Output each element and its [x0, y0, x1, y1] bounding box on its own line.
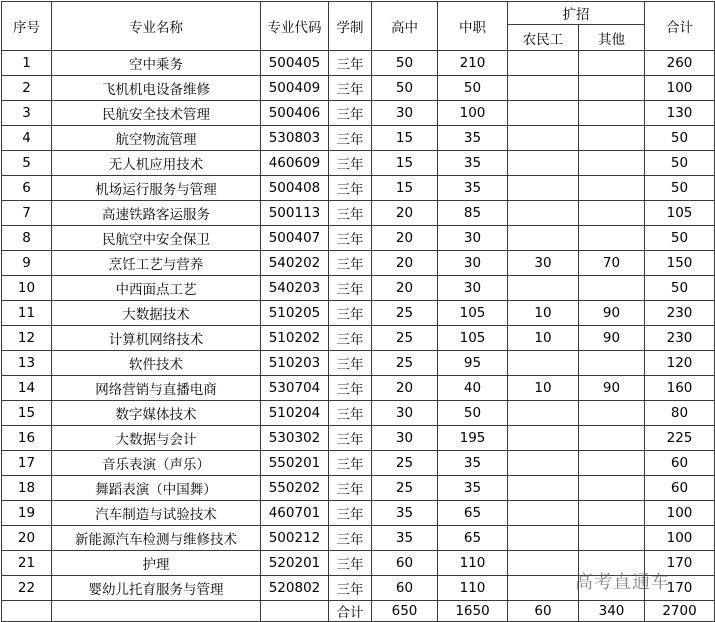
migrant-worker-count	[508, 451, 579, 476]
header-vocational: 中职	[438, 2, 508, 51]
duration: 三年	[329, 301, 372, 326]
row-index: 20	[2, 526, 52, 551]
row-index: 16	[2, 426, 52, 451]
major-name: 音乐表演（声乐）	[52, 451, 261, 476]
vocational-count: 30	[438, 276, 508, 301]
vocational-count: 105	[438, 301, 508, 326]
table-row	[2, 51, 715, 76]
row-total: 50	[645, 126, 715, 151]
total-label: 合计	[329, 601, 372, 622]
vocational-count: 110	[438, 551, 508, 576]
table-row	[2, 426, 715, 451]
high-school-count: 60	[372, 551, 438, 576]
high-school-count: 20	[372, 376, 438, 401]
other-count	[579, 451, 645, 476]
row-total: 225	[645, 426, 715, 451]
major-code: 460609	[261, 151, 329, 176]
migrant-worker-count	[508, 176, 579, 201]
duration: 三年	[329, 376, 372, 401]
major-code: 500408	[261, 176, 329, 201]
high-school-count: 35	[372, 501, 438, 526]
major-name: 汽车制造与试验技术	[52, 501, 261, 526]
vocational-count: 35	[438, 451, 508, 476]
major-name: 烹饪工艺与营养	[52, 251, 261, 276]
duration: 三年	[329, 226, 372, 251]
other-count	[579, 201, 645, 226]
table-row	[2, 551, 715, 576]
duration: 三年	[329, 51, 372, 76]
table-row	[2, 251, 715, 276]
high-school-count: 20	[372, 226, 438, 251]
major-code: 550202	[261, 476, 329, 501]
major-code: 530302	[261, 426, 329, 451]
migrant-worker-count	[508, 476, 579, 501]
row-total: 50	[645, 276, 715, 301]
other-count	[579, 276, 645, 301]
other-count	[579, 526, 645, 551]
high-school-count: 60	[372, 576, 438, 601]
high-school-count: 25	[372, 476, 438, 501]
total-row-name	[52, 601, 261, 622]
other-count	[579, 226, 645, 251]
row-total: 100	[645, 526, 715, 551]
header-expansion: 扩招	[508, 2, 645, 25]
total-other: 340	[579, 601, 645, 622]
header-duration: 学制	[329, 2, 372, 51]
high-school-count: 25	[372, 351, 438, 376]
other-count	[579, 476, 645, 501]
major-name: 飞机机电设备维修	[52, 76, 261, 101]
migrant-worker-count	[508, 226, 579, 251]
grand-total: 2700	[645, 601, 715, 622]
row-index: 12	[2, 326, 52, 351]
vocational-count: 35	[438, 476, 508, 501]
other-count	[579, 501, 645, 526]
row-index: 4	[2, 126, 52, 151]
high-school-count: 50	[372, 76, 438, 101]
duration: 三年	[329, 126, 372, 151]
table-row	[2, 351, 715, 376]
migrant-worker-count	[508, 276, 579, 301]
total-vocational: 1650	[438, 601, 508, 622]
row-total: 50	[645, 176, 715, 201]
major-name: 护理	[52, 551, 261, 576]
duration: 三年	[329, 251, 372, 276]
duration: 三年	[329, 576, 372, 601]
major-code: 510204	[261, 401, 329, 426]
major-code: 460701	[261, 501, 329, 526]
duration: 三年	[329, 526, 372, 551]
major-name: 大数据与会计	[52, 426, 261, 451]
major-name: 大数据技术	[52, 301, 261, 326]
row-total: 100	[645, 501, 715, 526]
major-name: 机场运行服务与管理	[52, 176, 261, 201]
header-index: 序号	[2, 2, 52, 51]
duration: 三年	[329, 476, 372, 501]
major-name: 空中乘务	[52, 51, 261, 76]
migrant-worker-count	[508, 501, 579, 526]
high-school-count: 50	[372, 51, 438, 76]
duration: 三年	[329, 351, 372, 376]
high-school-count: 30	[372, 401, 438, 426]
row-total: 170	[645, 551, 715, 576]
other-count	[579, 176, 645, 201]
high-school-count: 25	[372, 451, 438, 476]
major-code: 520201	[261, 551, 329, 576]
other-count	[579, 401, 645, 426]
row-total: 50	[645, 151, 715, 176]
migrant-worker-count	[508, 101, 579, 126]
major-name: 中西面点工艺	[52, 276, 261, 301]
high-school-count: 20	[372, 276, 438, 301]
vocational-count: 110	[438, 576, 508, 601]
total-row-code	[261, 601, 329, 622]
major-name: 航空物流管理	[52, 126, 261, 151]
table-row	[2, 76, 715, 101]
row-total: 260	[645, 51, 715, 76]
major-name: 民航安全技术管理	[52, 101, 261, 126]
other-count: 90	[579, 326, 645, 351]
table-row	[2, 126, 715, 151]
table-row	[2, 176, 715, 201]
row-total: 130	[645, 101, 715, 126]
duration: 三年	[329, 551, 372, 576]
total-row	[2, 601, 715, 622]
total-migrant-workers: 60	[508, 601, 579, 622]
row-index: 13	[2, 351, 52, 376]
row-total: 160	[645, 376, 715, 401]
row-index: 19	[2, 501, 52, 526]
row-index: 17	[2, 451, 52, 476]
high-school-count: 30	[372, 101, 438, 126]
migrant-worker-count	[508, 551, 579, 576]
major-code: 500113	[261, 201, 329, 226]
header-row-top	[2, 2, 715, 25]
other-count	[579, 426, 645, 451]
other-count	[579, 551, 645, 576]
other-count	[579, 151, 645, 176]
high-school-count: 20	[372, 251, 438, 276]
vocational-count: 50	[438, 401, 508, 426]
other-count	[579, 126, 645, 151]
table-row	[2, 501, 715, 526]
vocational-count: 30	[438, 226, 508, 251]
vocational-count: 95	[438, 351, 508, 376]
migrant-worker-count	[508, 351, 579, 376]
migrant-worker-count	[508, 51, 579, 76]
row-index: 9	[2, 251, 52, 276]
major-name: 计算机网络技术	[52, 326, 261, 351]
high-school-count: 15	[372, 176, 438, 201]
other-count: 90	[579, 301, 645, 326]
major-code: 510202	[261, 326, 329, 351]
major-code: 530704	[261, 376, 329, 401]
major-name: 民航空中安全保卫	[52, 226, 261, 251]
vocational-count: 35	[438, 176, 508, 201]
table-body	[2, 51, 715, 601]
high-school-count: 15	[372, 151, 438, 176]
vocational-count: 85	[438, 201, 508, 226]
table-row	[2, 151, 715, 176]
header-high-school: 高中	[372, 2, 438, 51]
row-index: 22	[2, 576, 52, 601]
major-code: 500406	[261, 101, 329, 126]
table-row	[2, 526, 715, 551]
vocational-count: 30	[438, 251, 508, 276]
duration: 三年	[329, 451, 372, 476]
major-code: 500212	[261, 526, 329, 551]
duration: 三年	[329, 426, 372, 451]
row-total: 80	[645, 401, 715, 426]
vocational-count: 35	[438, 151, 508, 176]
migrant-worker-count: 10	[508, 326, 579, 351]
row-total: 100	[645, 76, 715, 101]
table-row	[2, 226, 715, 251]
migrant-worker-count: 30	[508, 251, 579, 276]
major-code: 500409	[261, 76, 329, 101]
migrant-worker-count	[508, 76, 579, 101]
duration: 三年	[329, 151, 372, 176]
other-count: 90	[579, 376, 645, 401]
other-count	[579, 351, 645, 376]
high-school-count: 15	[372, 126, 438, 151]
row-total: 50	[645, 226, 715, 251]
table-row	[2, 201, 715, 226]
header-migrant-workers: 农民工	[508, 25, 579, 51]
major-name: 新能源汽车检测与维修技术	[52, 526, 261, 551]
row-total: 60	[645, 476, 715, 501]
vocational-count: 40	[438, 376, 508, 401]
duration: 三年	[329, 326, 372, 351]
major-code: 500405	[261, 51, 329, 76]
high-school-count: 20	[372, 201, 438, 226]
vocational-count: 195	[438, 426, 508, 451]
major-code: 550201	[261, 451, 329, 476]
row-index: 5	[2, 151, 52, 176]
migrant-worker-count	[508, 151, 579, 176]
row-total: 120	[645, 351, 715, 376]
row-total: 150	[645, 251, 715, 276]
table-row	[2, 476, 715, 501]
row-index: 2	[2, 76, 52, 101]
row-index: 15	[2, 401, 52, 426]
header-other: 其他	[579, 25, 645, 51]
migrant-worker-count	[508, 401, 579, 426]
table-row	[2, 376, 715, 401]
total-high-school: 650	[372, 601, 438, 622]
major-code: 520802	[261, 576, 329, 601]
migrant-worker-count	[508, 426, 579, 451]
duration: 三年	[329, 501, 372, 526]
header-total: 合计	[645, 2, 715, 51]
duration: 三年	[329, 401, 372, 426]
vocational-count: 100	[438, 101, 508, 126]
migrant-worker-count: 10	[508, 376, 579, 401]
other-count	[579, 101, 645, 126]
table-row	[2, 301, 715, 326]
table-row	[2, 326, 715, 351]
migrant-worker-count: 10	[508, 301, 579, 326]
row-total: 230	[645, 326, 715, 351]
major-code: 540202	[261, 251, 329, 276]
duration: 三年	[329, 276, 372, 301]
duration: 三年	[329, 101, 372, 126]
table-row	[2, 401, 715, 426]
other-count	[579, 576, 645, 601]
watermark-text: 高考直通车	[575, 572, 670, 593]
total-row-index	[2, 601, 52, 622]
enrollment-plan-table	[1, 1, 715, 622]
major-code: 510205	[261, 301, 329, 326]
high-school-count: 25	[372, 301, 438, 326]
major-name: 软件技术	[52, 351, 261, 376]
major-code: 530803	[261, 126, 329, 151]
header-major-name: 专业名称	[52, 2, 261, 51]
other-count: 70	[579, 251, 645, 276]
table-row	[2, 451, 715, 476]
table-row	[2, 276, 715, 301]
major-name: 数字媒体技术	[52, 401, 261, 426]
vocational-count: 210	[438, 51, 508, 76]
duration: 三年	[329, 76, 372, 101]
row-total: 170	[645, 576, 715, 601]
major-code: 510203	[261, 351, 329, 376]
row-index: 8	[2, 226, 52, 251]
table-row	[2, 576, 715, 601]
row-index: 6	[2, 176, 52, 201]
major-name: 高速铁路客运服务	[52, 201, 261, 226]
major-code: 540203	[261, 276, 329, 301]
row-index: 11	[2, 301, 52, 326]
row-index: 3	[2, 101, 52, 126]
major-name: 婴幼儿托育服务与管理	[52, 576, 261, 601]
vocational-count: 65	[438, 526, 508, 551]
table-row	[2, 101, 715, 126]
row-index: 7	[2, 201, 52, 226]
migrant-worker-count	[508, 526, 579, 551]
vocational-count: 35	[438, 126, 508, 151]
vocational-count: 50	[438, 76, 508, 101]
major-name: 无人机应用技术	[52, 151, 261, 176]
migrant-worker-count	[508, 126, 579, 151]
row-index: 21	[2, 551, 52, 576]
high-school-count: 30	[372, 426, 438, 451]
migrant-worker-count	[508, 576, 579, 601]
duration: 三年	[329, 201, 372, 226]
duration: 三年	[329, 176, 372, 201]
high-school-count: 35	[372, 526, 438, 551]
other-count	[579, 51, 645, 76]
other-count	[579, 76, 645, 101]
row-total: 105	[645, 201, 715, 226]
major-name: 网络营销与直播电商	[52, 376, 261, 401]
migrant-worker-count	[508, 201, 579, 226]
high-school-count: 25	[372, 326, 438, 351]
vocational-count: 65	[438, 501, 508, 526]
row-index: 10	[2, 276, 52, 301]
row-total: 60	[645, 451, 715, 476]
header-major-code: 专业代码	[261, 2, 329, 51]
row-index: 18	[2, 476, 52, 501]
major-code: 500407	[261, 226, 329, 251]
row-index: 14	[2, 376, 52, 401]
major-name: 舞蹈表演（中国舞）	[52, 476, 261, 501]
row-index: 1	[2, 51, 52, 76]
vocational-count: 105	[438, 326, 508, 351]
row-total: 230	[645, 301, 715, 326]
